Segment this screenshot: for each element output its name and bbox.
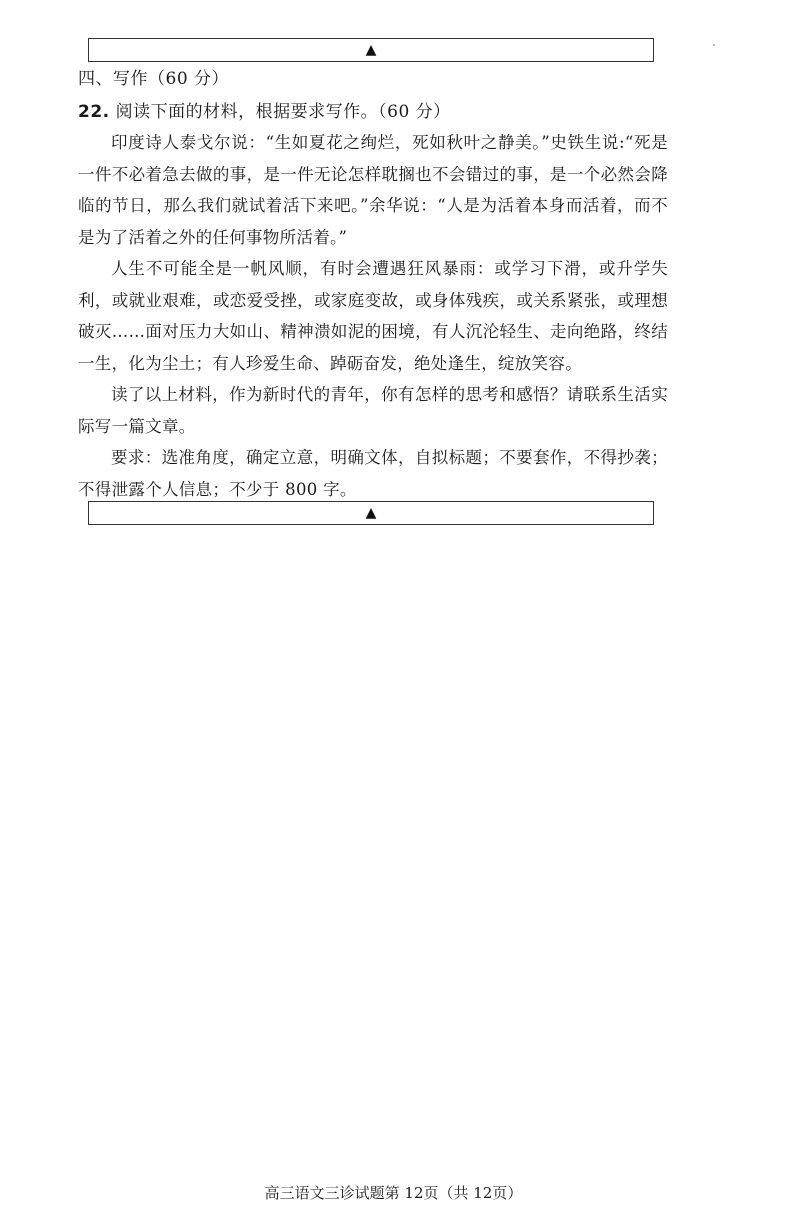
page-footer: 高三语文三诊试题第 12页（共 12页） xyxy=(264,1184,523,1202)
material-paragraph-adversity: 人生不可能全是一帆风顺，有时会遭遇狂风暴雨：或学习下滑，或升学失利，或就业艰难，或恋爱受挫，或家庭变故，或身体残疾，或关系紧张，或理想破灭……面对压力大如山、精神溃如泥的困境，有人沉沦轻生、走向绝路，终结一生，化为尘土；有人珍爱生命、踔砺奋发，绝处逢生，绽放笑容。 xyxy=(78,259,668,373)
question-number: 22. xyxy=(78,102,110,122)
section-heading: 四、写作（60 分） xyxy=(78,69,230,89)
triangle-marker-icon: ▲ xyxy=(365,42,377,58)
triangle-marker-icon: ▲ xyxy=(365,505,377,521)
answer-box-top xyxy=(88,38,654,62)
question-header xyxy=(78,99,451,125)
material-text xyxy=(78,127,668,505)
material-paragraph-quotes: 印度诗人泰戈尔说：“生如夏花之绚烂，死如秋叶之静美。”史铁生说:“死是一件不必着急去做的事，是一件无论怎样耽搁也不会错过的事，是一个必然会降临的节日，那么我们就试着活下来吧。”余华说：“人是为活着本身而活着，而不是为了活着之外的任何事物所活着。” xyxy=(78,133,668,247)
question-instruction: 阅读下面的材料，根据要求写作。（60 分） xyxy=(115,102,451,122)
answer-box-bottom xyxy=(88,501,654,525)
scan-speck xyxy=(713,44,715,46)
task-prompt-paragraph: 读了以上材料，作为新时代的青年，你有怎样的思考和感悟？请联系生活实际写一篇文章。 xyxy=(78,385,668,436)
requirements-paragraph: 要求：选准角度，确定立意，明确文体，自拟标题；不要套作，不得抄袭；不得泄露个人信息；不少于 800 字。 xyxy=(78,448,668,499)
